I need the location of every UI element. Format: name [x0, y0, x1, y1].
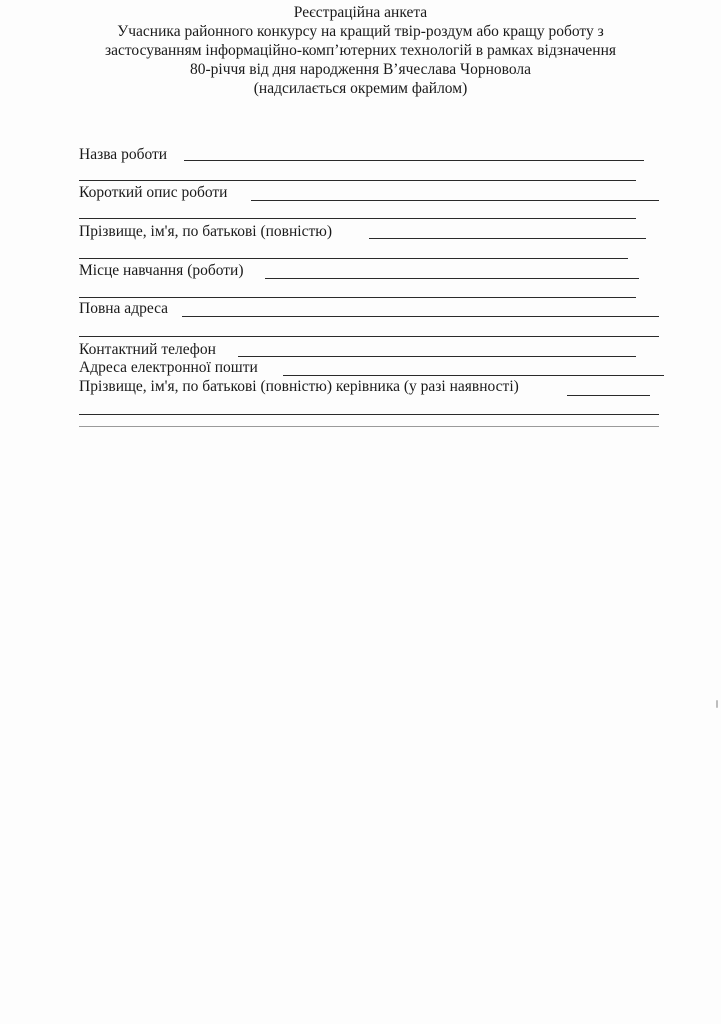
email-label: Адреса електронної пошти	[79, 359, 258, 376]
scan-faint-line	[79, 426, 659, 427]
short-description-label: Короткий опис роботи	[79, 184, 228, 201]
short-description-continuation-line[interactable]	[79, 218, 636, 219]
full-address-input-line[interactable]	[182, 316, 659, 317]
work-title-input-line[interactable]	[184, 160, 644, 161]
header-line-3: 80-річчя від дня народження В’ячеслава Чорновола	[189, 61, 532, 78]
header-line-2: застосуванням інформаційно-комп’ютерних технологій в рамках відзначення	[104, 42, 617, 59]
supervisor-label: Прізвище, ім'я, по батькові (повністю) керівника (у разі наявності)	[79, 378, 519, 395]
form-header	[0, 3, 721, 98]
place-of-study-label: Місце навчання (роботи)	[79, 262, 244, 279]
full-address-label: Повна адреса	[79, 300, 169, 317]
header-line-1: Учасника районного конкурсу на кращий твір-роздум або кращу роботу з	[117, 23, 604, 40]
header-line-4: (надсилається окремим файлом)	[253, 80, 468, 97]
form-title: Реєстраційна анкета	[293, 4, 428, 21]
full-name-input-line[interactable]	[369, 238, 646, 239]
full-address-continuation-line[interactable]	[79, 336, 659, 337]
phone-input-line[interactable]	[238, 356, 636, 357]
supervisor-continuation-line[interactable]	[79, 414, 659, 415]
phone-label: Контактний телефон	[79, 341, 216, 358]
place-of-study-input-line[interactable]	[265, 278, 639, 279]
work-title-continuation-line[interactable]	[79, 180, 636, 181]
full-name-continuation-line[interactable]	[79, 258, 628, 259]
scan-speck	[716, 700, 718, 708]
place-of-study-continuation-line[interactable]	[79, 297, 636, 298]
email-input-line[interactable]	[283, 375, 664, 376]
supervisor-input-line[interactable]	[567, 395, 650, 396]
full-name-label: Прізвище, ім'я, по батькові (повністю)	[79, 223, 332, 240]
work-title-label: Назва роботи	[79, 146, 168, 163]
short-description-input-line[interactable]	[251, 200, 659, 201]
